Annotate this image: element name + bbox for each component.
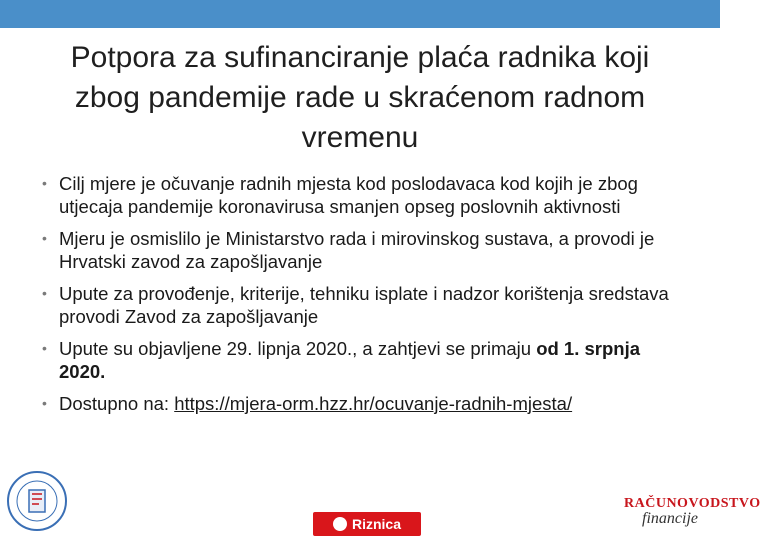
logo-line-1: RAČUNOVODSTVO <box>624 496 761 511</box>
bullet-list <box>0 172 720 424</box>
bullet-item-ministry <box>0 227 679 273</box>
ministry-seal-logo <box>6 470 68 532</box>
racunovodstvo-financije-logo <box>624 496 761 538</box>
riznica-emblem-icon <box>333 517 347 531</box>
bullet-item-published <box>0 337 679 383</box>
hzz-link[interactable]: https://mjera-orm.hzz.hr/ocuvanje-radnih-mjesta/ <box>174 393 573 414</box>
bullet-item-goal <box>0 172 679 218</box>
bullet-dot: • <box>42 285 47 301</box>
bullet-item-link <box>0 392 679 415</box>
bullet-text: Dostupno na: <box>59 393 175 414</box>
bullet-dot: • <box>42 230 47 246</box>
slide-title: Potpora za sufinanciranje plaća radnika koji zbog pandemije rade u skraćenom radnom vremenu <box>70 41 650 154</box>
top-band <box>0 0 720 28</box>
bullet-item-instructions <box>0 282 679 328</box>
bullet-text: Upute su objavljene 29. lipnja 2020., a zahtjevi se primaju <box>59 338 537 359</box>
riznica-logo <box>313 512 421 536</box>
bullet-text: Cilj mjere je očuvanje radnih mjesta kod poslodavaca kod kojih je zbog utjecaja pandemije koronavirusa smanjen opseg poslovnih aktivnosti <box>59 173 638 217</box>
logo-line-2: financije <box>642 510 698 527</box>
bullet-date-bold: od 1. srpnja 2020. <box>59 338 641 382</box>
bullet-dot: • <box>42 340 47 356</box>
riznica-logo-text: Riznica <box>351 516 401 532</box>
bullet-dot: • <box>42 175 47 191</box>
bullet-text: Mjeru je osmislilo je Ministarstvo rada i mirovinskog sustava, a provodi je Hrvatski zavod za zapošljavanje <box>59 228 655 272</box>
bullet-dot: • <box>42 395 47 411</box>
bullet-text: Upute za provođenje, kriterije, tehniku isplate i nadzor korištenja sredstava provodi Zavod za zapošljavanje <box>59 283 669 327</box>
